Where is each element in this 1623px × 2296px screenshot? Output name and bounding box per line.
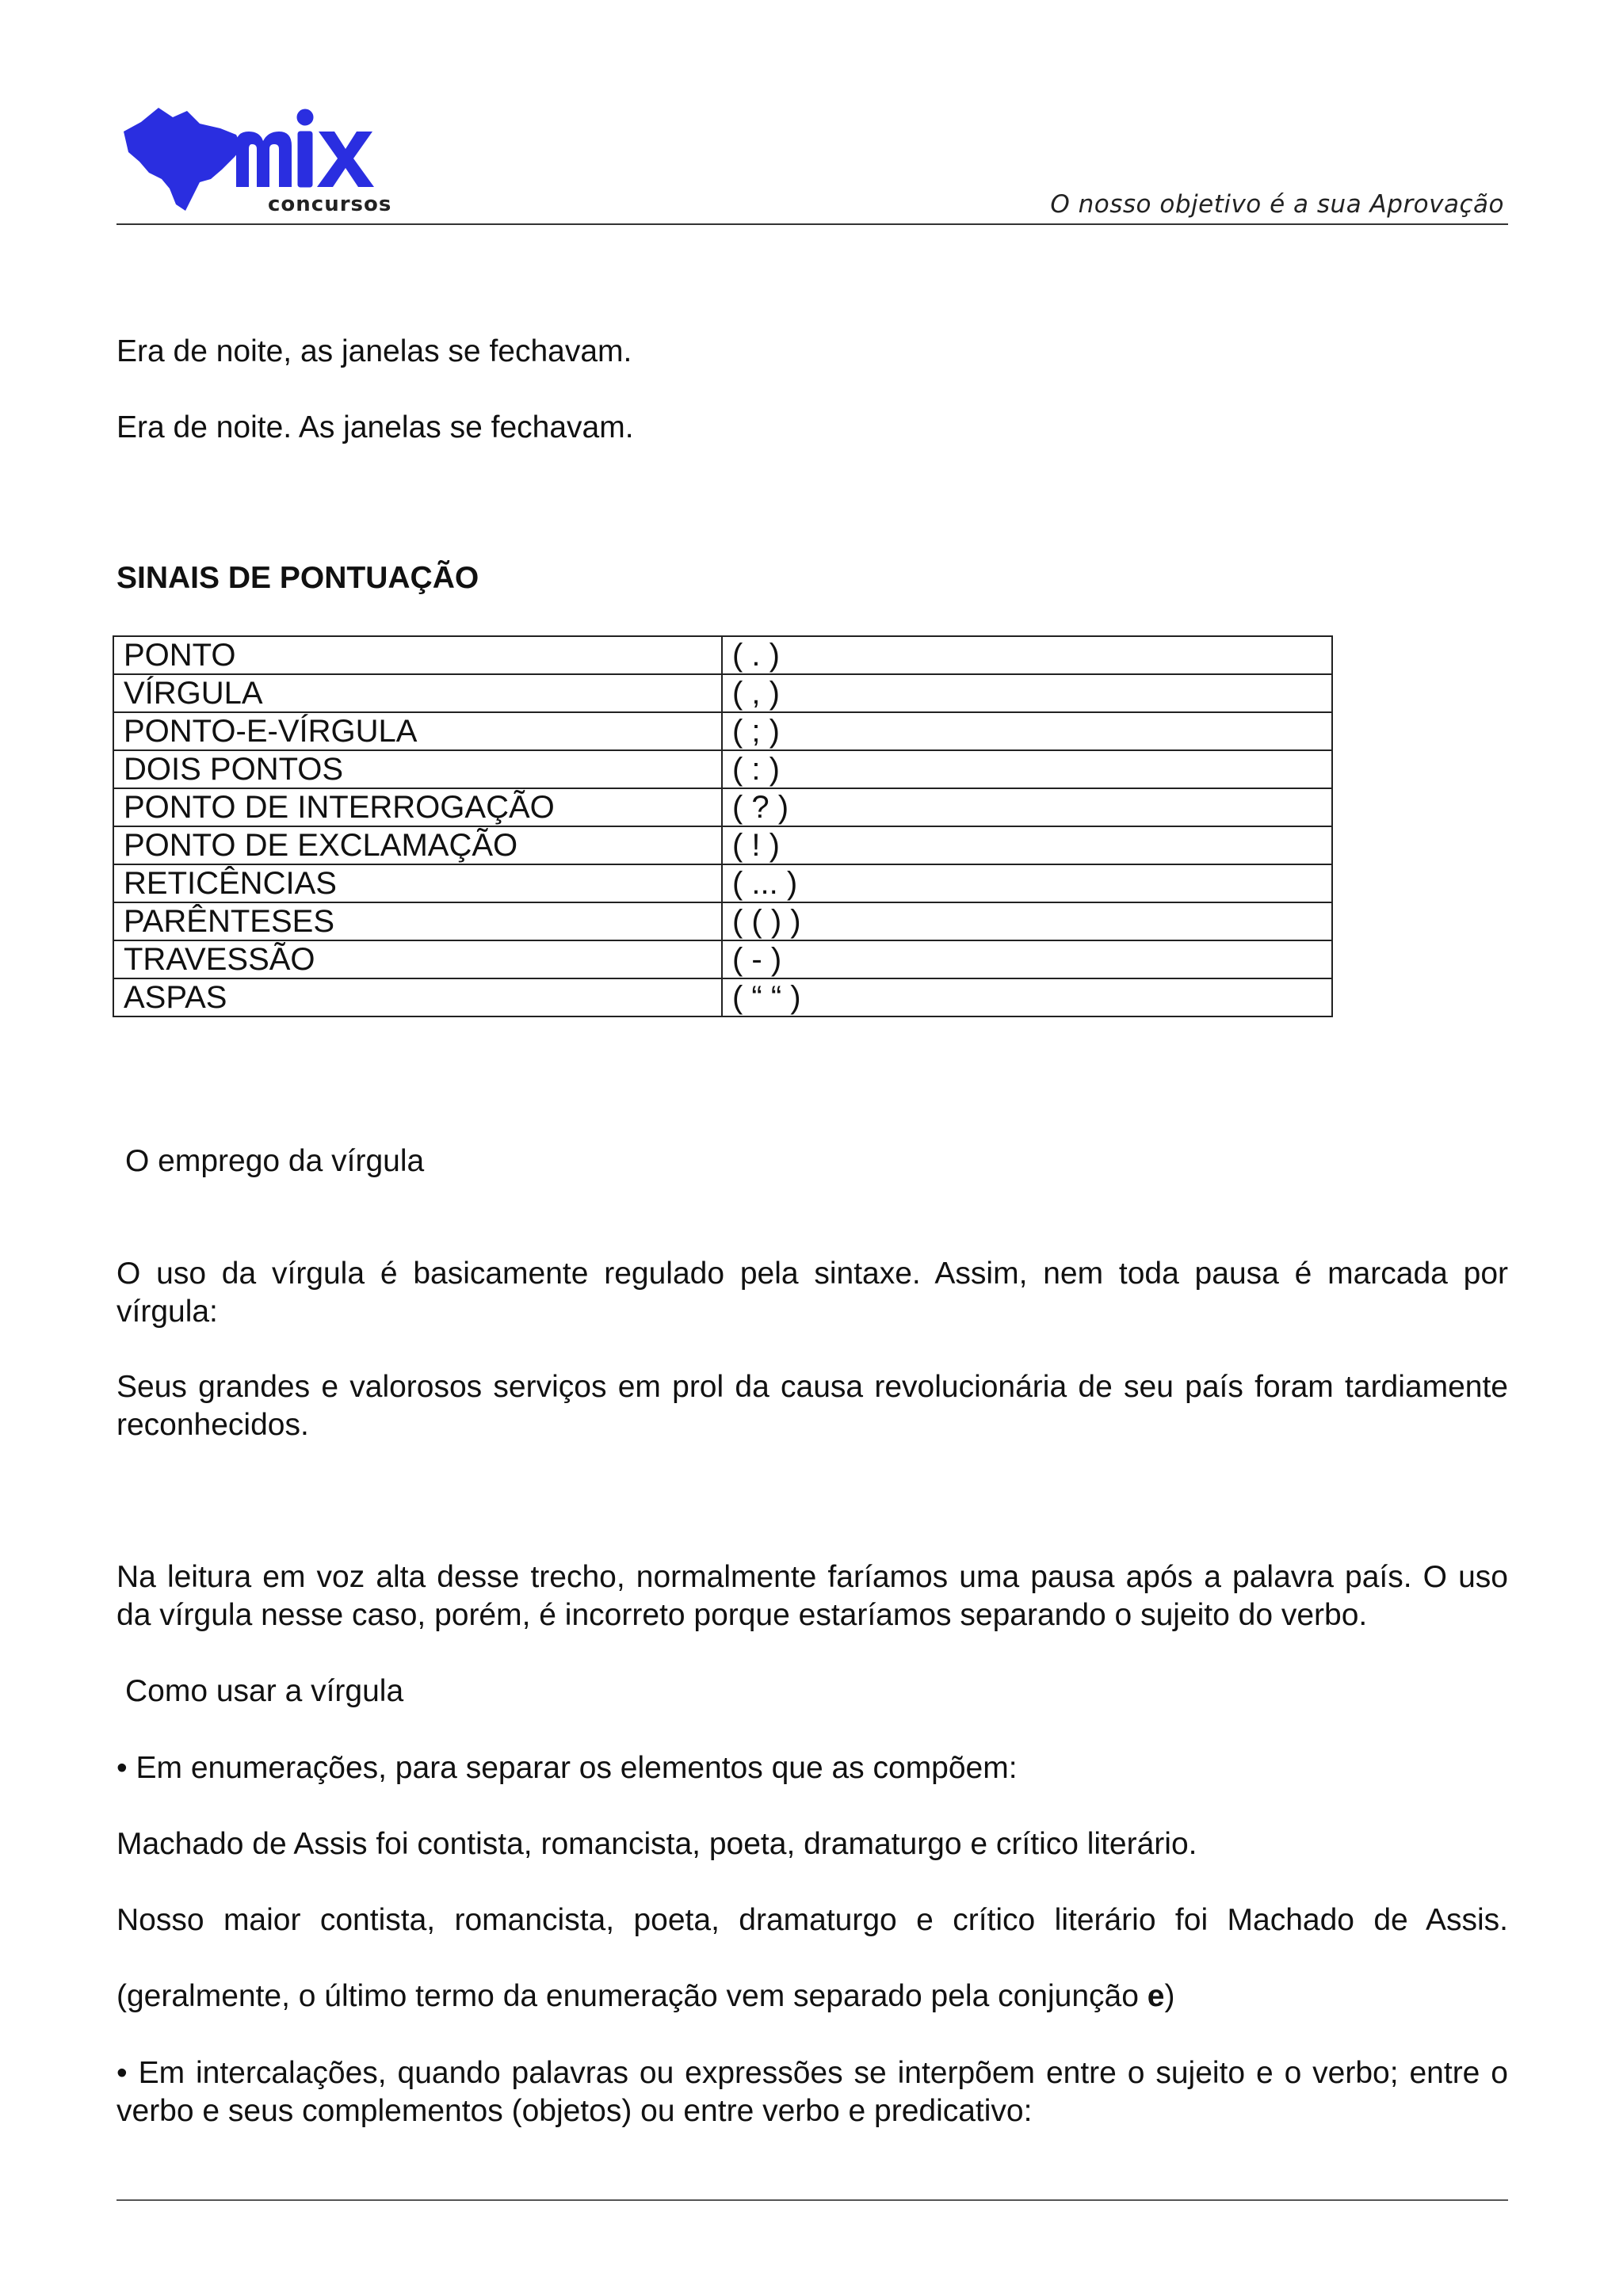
- bullet-intercalacoes-text: Em intercalações, quando palavras ou expressões se interpõem entre o sujeito e o verbo; entre o verbo e seus complementos (objetos) ou entre verbo e predicativo:: [116, 2056, 1508, 2128]
- enumeration-note-suffix: ): [1164, 1979, 1175, 2013]
- example-enumeration-2: Nosso maior contista, romancista, poeta, dramaturgo e crítico literário foi Machado de Assis.: [116, 1903, 1508, 1937]
- punctuation-symbol-cell: ( “ “ ): [722, 978, 1332, 1016]
- punctuation-symbol-cell: ( ; ): [722, 712, 1332, 750]
- table-row: [113, 750, 1332, 788]
- punctuation-symbol-cell: ( - ): [722, 940, 1332, 978]
- punctuation-name-cell: PONTO DE EXCLAMAÇÃO: [113, 826, 722, 864]
- table-row: [113, 826, 1332, 864]
- table-row: [113, 788, 1332, 826]
- how-to-title: Como usar a vírgula: [125, 1674, 404, 1708]
- enumeration-note-prefix: (geralmente, o último termo da enumeração vem separado pela conjunção: [116, 1979, 1148, 2013]
- comma-usage-title: O emprego da vírgula: [125, 1144, 425, 1178]
- punctuation-name-cell: PONTO-E-VÍRGULA: [113, 712, 722, 750]
- section-title: SINAIS DE PONTUAÇÃO: [116, 561, 479, 595]
- punctuation-symbol-cell: ( : ): [722, 750, 1332, 788]
- table-row: [113, 674, 1332, 712]
- table-row: [113, 940, 1332, 978]
- punctuation-symbol-cell: ( ... ): [722, 864, 1332, 902]
- comma-usage-paragraph-2: Seus grandes e valorosos serviços em prol da causa revolucionária de seu país foram tardiamente reconhecidos.: [116, 1370, 1508, 1442]
- punctuation-name-cell: DOIS PONTOS: [113, 750, 722, 788]
- logo-subword: concursos: [268, 193, 392, 216]
- punctuation-name-cell: PARÊNTESES: [113, 902, 722, 940]
- table-row: [113, 636, 1332, 674]
- enumeration-note-bold: e: [1147, 1979, 1165, 2013]
- mix-concursos-logo: [117, 100, 418, 219]
- punctuation-symbol-cell: ( , ): [722, 674, 1332, 712]
- bullet-icon: •: [116, 1751, 136, 1785]
- table-row: [113, 902, 1332, 940]
- table-row: [113, 712, 1332, 750]
- header-tagline: O nosso objetivo é a sua Aprovação: [1050, 190, 1504, 219]
- bullet-enumeracoes: [116, 1749, 1508, 1787]
- punctuation-name-cell: TRAVESSÃO: [113, 940, 722, 978]
- punctuation-name-cell: RETICÊNCIAS: [113, 864, 722, 902]
- comma-usage-paragraph-1: O uso da vírgula é basicamente regulado pela sintaxe. Assim, nem toda pausa é marcada por vírgula:: [116, 1257, 1508, 1329]
- bullet-enumeracoes-text: Em enumerações, para separar os elementos que as compõem:: [136, 1751, 1018, 1785]
- table-row: [113, 978, 1332, 1016]
- intro-line-2: Era de noite. As janelas se fechavam.: [116, 410, 634, 444]
- example-enumeration-1: Machado de Assis foi contista, romancista, poeta, dramaturgo e crítico literário.: [116, 1827, 1197, 1861]
- punctuation-symbol-cell: ( ? ): [722, 788, 1332, 826]
- intro-line-1: Era de noite, as janelas se fechavam.: [116, 334, 632, 368]
- header-rule: [116, 223, 1508, 225]
- footer-rule: [116, 2199, 1508, 2201]
- bullet-icon: •: [116, 2056, 139, 2090]
- brazil-map-icon: [117, 100, 418, 219]
- enumeration-note: [116, 1978, 1508, 2016]
- punctuation-name-cell: VÍRGULA: [113, 674, 722, 712]
- punctuation-table: [113, 635, 1333, 1017]
- punctuation-name-cell: PONTO: [113, 636, 722, 674]
- bullet-intercalacoes: [116, 2054, 1508, 2130]
- punctuation-symbol-cell: ( . ): [722, 636, 1332, 674]
- punctuation-name-cell: ASPAS: [113, 978, 722, 1016]
- punctuation-table-body: [113, 636, 1332, 1016]
- punctuation-symbol-cell: ( ! ): [722, 826, 1332, 864]
- punctuation-name-cell: PONTO DE INTERROGAÇÃO: [113, 788, 722, 826]
- table-row: [113, 864, 1332, 902]
- comma-usage-paragraph-3: Na leitura em voz alta desse trecho, normalmente faríamos uma pausa após a palavra país. O uso da vírgula nesse caso, porém, é incorreto porque estaríamos separando o sujeito do verbo.: [116, 1560, 1508, 1632]
- punctuation-symbol-cell: ( ( ) ): [722, 902, 1332, 940]
